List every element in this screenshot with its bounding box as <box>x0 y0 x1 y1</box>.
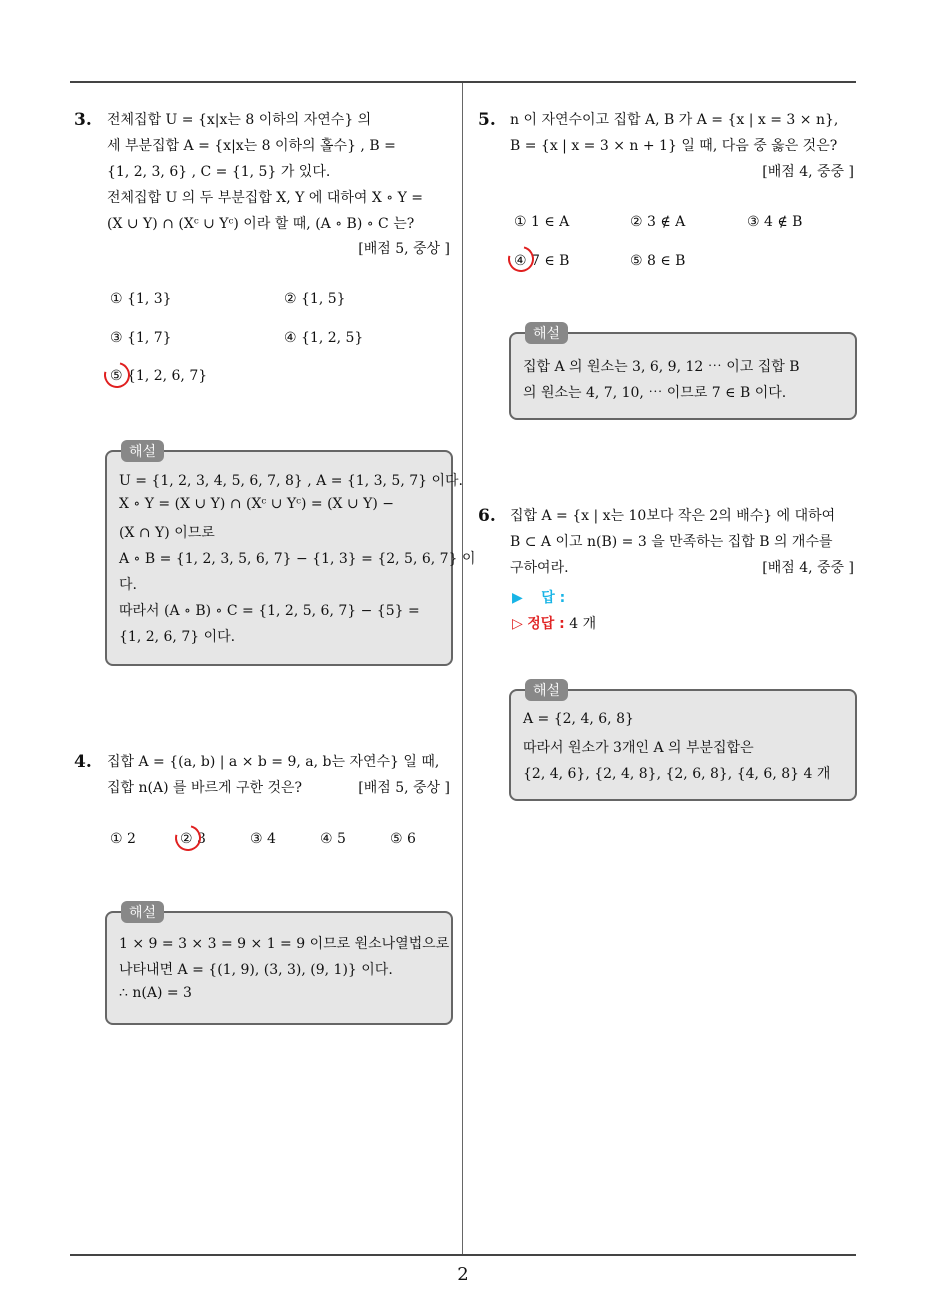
question-number: 6. <box>478 506 496 526</box>
choice-4[interactable]: ④ 5 <box>320 831 346 847</box>
solution-line: 따라서 원소가 3개인 A 의 부분집합은 <box>523 740 754 756</box>
solution-line: 나타내면 A = {(1, 9), (3, 3), (9, 1)} 이다. <box>119 962 393 978</box>
choice-1[interactable]: ① 1 ∈ A <box>514 214 570 230</box>
page-number: 2 <box>457 1264 469 1285</box>
solution-line: {1, 2, 6, 7} 이다. <box>119 629 236 645</box>
answer-marker-icon: ▶ <box>512 590 523 606</box>
question-number: 4. <box>74 752 92 772</box>
question-text: 집합 A = {(a, b) | a × b = 9, a, b는 자연수} 일 때, <box>107 754 440 770</box>
score-label: [배점 4, 중중 ] <box>762 164 854 180</box>
solution-line: A ∘ B = {1, 2, 3, 5, 6, 7} − {1, 3} = {2, 5, 6, 7} 이 <box>119 551 476 567</box>
solution-box <box>509 326 857 420</box>
question-text: B ⊂ A 이고 n(B) = 3 을 만족하는 집합 B 의 개수를 <box>510 534 833 550</box>
solution-tag: 해설 <box>525 679 568 701</box>
solution-line: A = {2, 4, 6, 8} <box>523 711 634 727</box>
answer-row <box>512 587 565 607</box>
question-text: {1, 2, 3, 6} , C = {1, 5} 가 있다. <box>107 164 331 180</box>
correct-value: 4 개 <box>569 616 597 632</box>
answer-circle-mark <box>503 241 539 277</box>
choice-4[interactable]: ④ 7 ∈ B <box>514 253 570 269</box>
question-text: B = {x | x = 3 × n + 1} 일 때, 다음 중 옳은 것은? <box>510 138 838 154</box>
score-label: [배점 5, 중상 ] <box>358 780 450 796</box>
solution-line: U = {1, 2, 3, 4, 5, 6, 7, 8} , A = {1, 3, 5, 7} 이다. <box>119 473 463 489</box>
question-text: 집합 A = {x | x는 10보다 작은 2의 배수} 에 대하여 <box>510 508 836 524</box>
choice-1[interactable]: ① 2 <box>110 831 136 847</box>
solution-box <box>105 905 453 1025</box>
question-text: (X ∪ Y) ∩ (Xᶜ ∪ Yᶜ) 이라 할 때, (A ∘ B) ∘ C 는? <box>107 216 415 232</box>
correct-label: 정답 : <box>527 616 565 632</box>
score-label: [배점 4, 중중 ] <box>762 560 854 576</box>
choice-5[interactable]: ⑤ 6 <box>390 831 416 847</box>
question-number: 5. <box>478 110 496 130</box>
solution-line: ∴ n(A) = 3 <box>119 985 192 1001</box>
question-text: n 이 자연수이고 집합 A, B 가 A = {x | x = 3 × n}, <box>510 112 839 128</box>
choice-4[interactable]: ④ {1, 2, 5} <box>284 330 364 346</box>
solution-tag: 해설 <box>525 322 568 344</box>
solution-line: 다. <box>119 577 137 593</box>
answer-label: 답 : <box>541 590 566 606</box>
solution-tag: 해설 <box>121 440 164 462</box>
bottom-rule <box>70 1254 856 1256</box>
solution-line: X ∘ Y = (X ∪ Y) ∩ (Xᶜ ∪ Yᶜ) = (X ∪ Y) − <box>119 496 395 512</box>
correct-answer-row <box>512 613 596 633</box>
solution-box <box>509 683 857 801</box>
solution-line: {2, 4, 6}, {2, 4, 8}, {2, 6, 8}, {4, 6, 8} 4 개 <box>523 766 831 782</box>
question-text: 전체집합 U 의 두 부분집합 X, Y 에 대하여 X ∘ Y = <box>107 190 423 206</box>
question-text: 집합 n(A) 를 바르게 구한 것은? <box>107 780 303 796</box>
solution-line: 의 원소는 4, 7, 10, ⋯ 이므로 7 ∈ B 이다. <box>523 385 787 401</box>
question-text: 전체집합 U = {x|x는 8 이하의 자연수} 의 <box>107 112 372 128</box>
choice-2[interactable]: ② 3 ∉ A <box>630 214 686 230</box>
solution-line: 집합 A 의 원소는 3, 6, 9, 12 ⋯ 이고 집합 B <box>523 359 800 375</box>
answer-circle-mark <box>170 820 206 856</box>
question-number: 3. <box>74 110 92 130</box>
solution-line: (X ∩ Y) 이므로 <box>119 525 215 541</box>
choice-3[interactable]: ③ {1, 7} <box>110 330 172 346</box>
solution-line: 따라서 (A ∘ B) ∘ C = {1, 2, 5, 6, 7} − {5} = <box>119 603 420 619</box>
choice-3[interactable]: ③ 4 <box>250 831 276 847</box>
solution-box <box>105 444 476 666</box>
choice-5[interactable]: ⑤ 8 ∈ B <box>630 253 686 269</box>
choice-1[interactable]: ① {1, 3} <box>110 291 172 307</box>
answer-circle-mark <box>99 357 135 393</box>
choice-3[interactable]: ③ 4 ∉ B <box>747 214 803 230</box>
solution-tag: 해설 <box>121 901 164 923</box>
question-text: 세 부분집합 A = {x|x는 8 이하의 홀수} , B = <box>107 138 396 154</box>
column-divider <box>462 83 463 1254</box>
solution-line: 1 × 9 = 3 × 3 = 9 × 1 = 9 이므로 원소나열법으로 <box>119 936 450 952</box>
question-text: 구하여라. <box>510 560 569 576</box>
top-rule <box>70 81 856 83</box>
correct-marker-icon: ▷ <box>512 616 523 632</box>
choice-5[interactable]: ⑤ {1, 2, 6, 7} <box>110 368 208 384</box>
choice-2[interactable]: ② {1, 5} <box>284 291 346 307</box>
choice-2[interactable]: ② 3 <box>180 831 206 847</box>
score-label: [배점 5, 중상 ] <box>358 241 450 257</box>
